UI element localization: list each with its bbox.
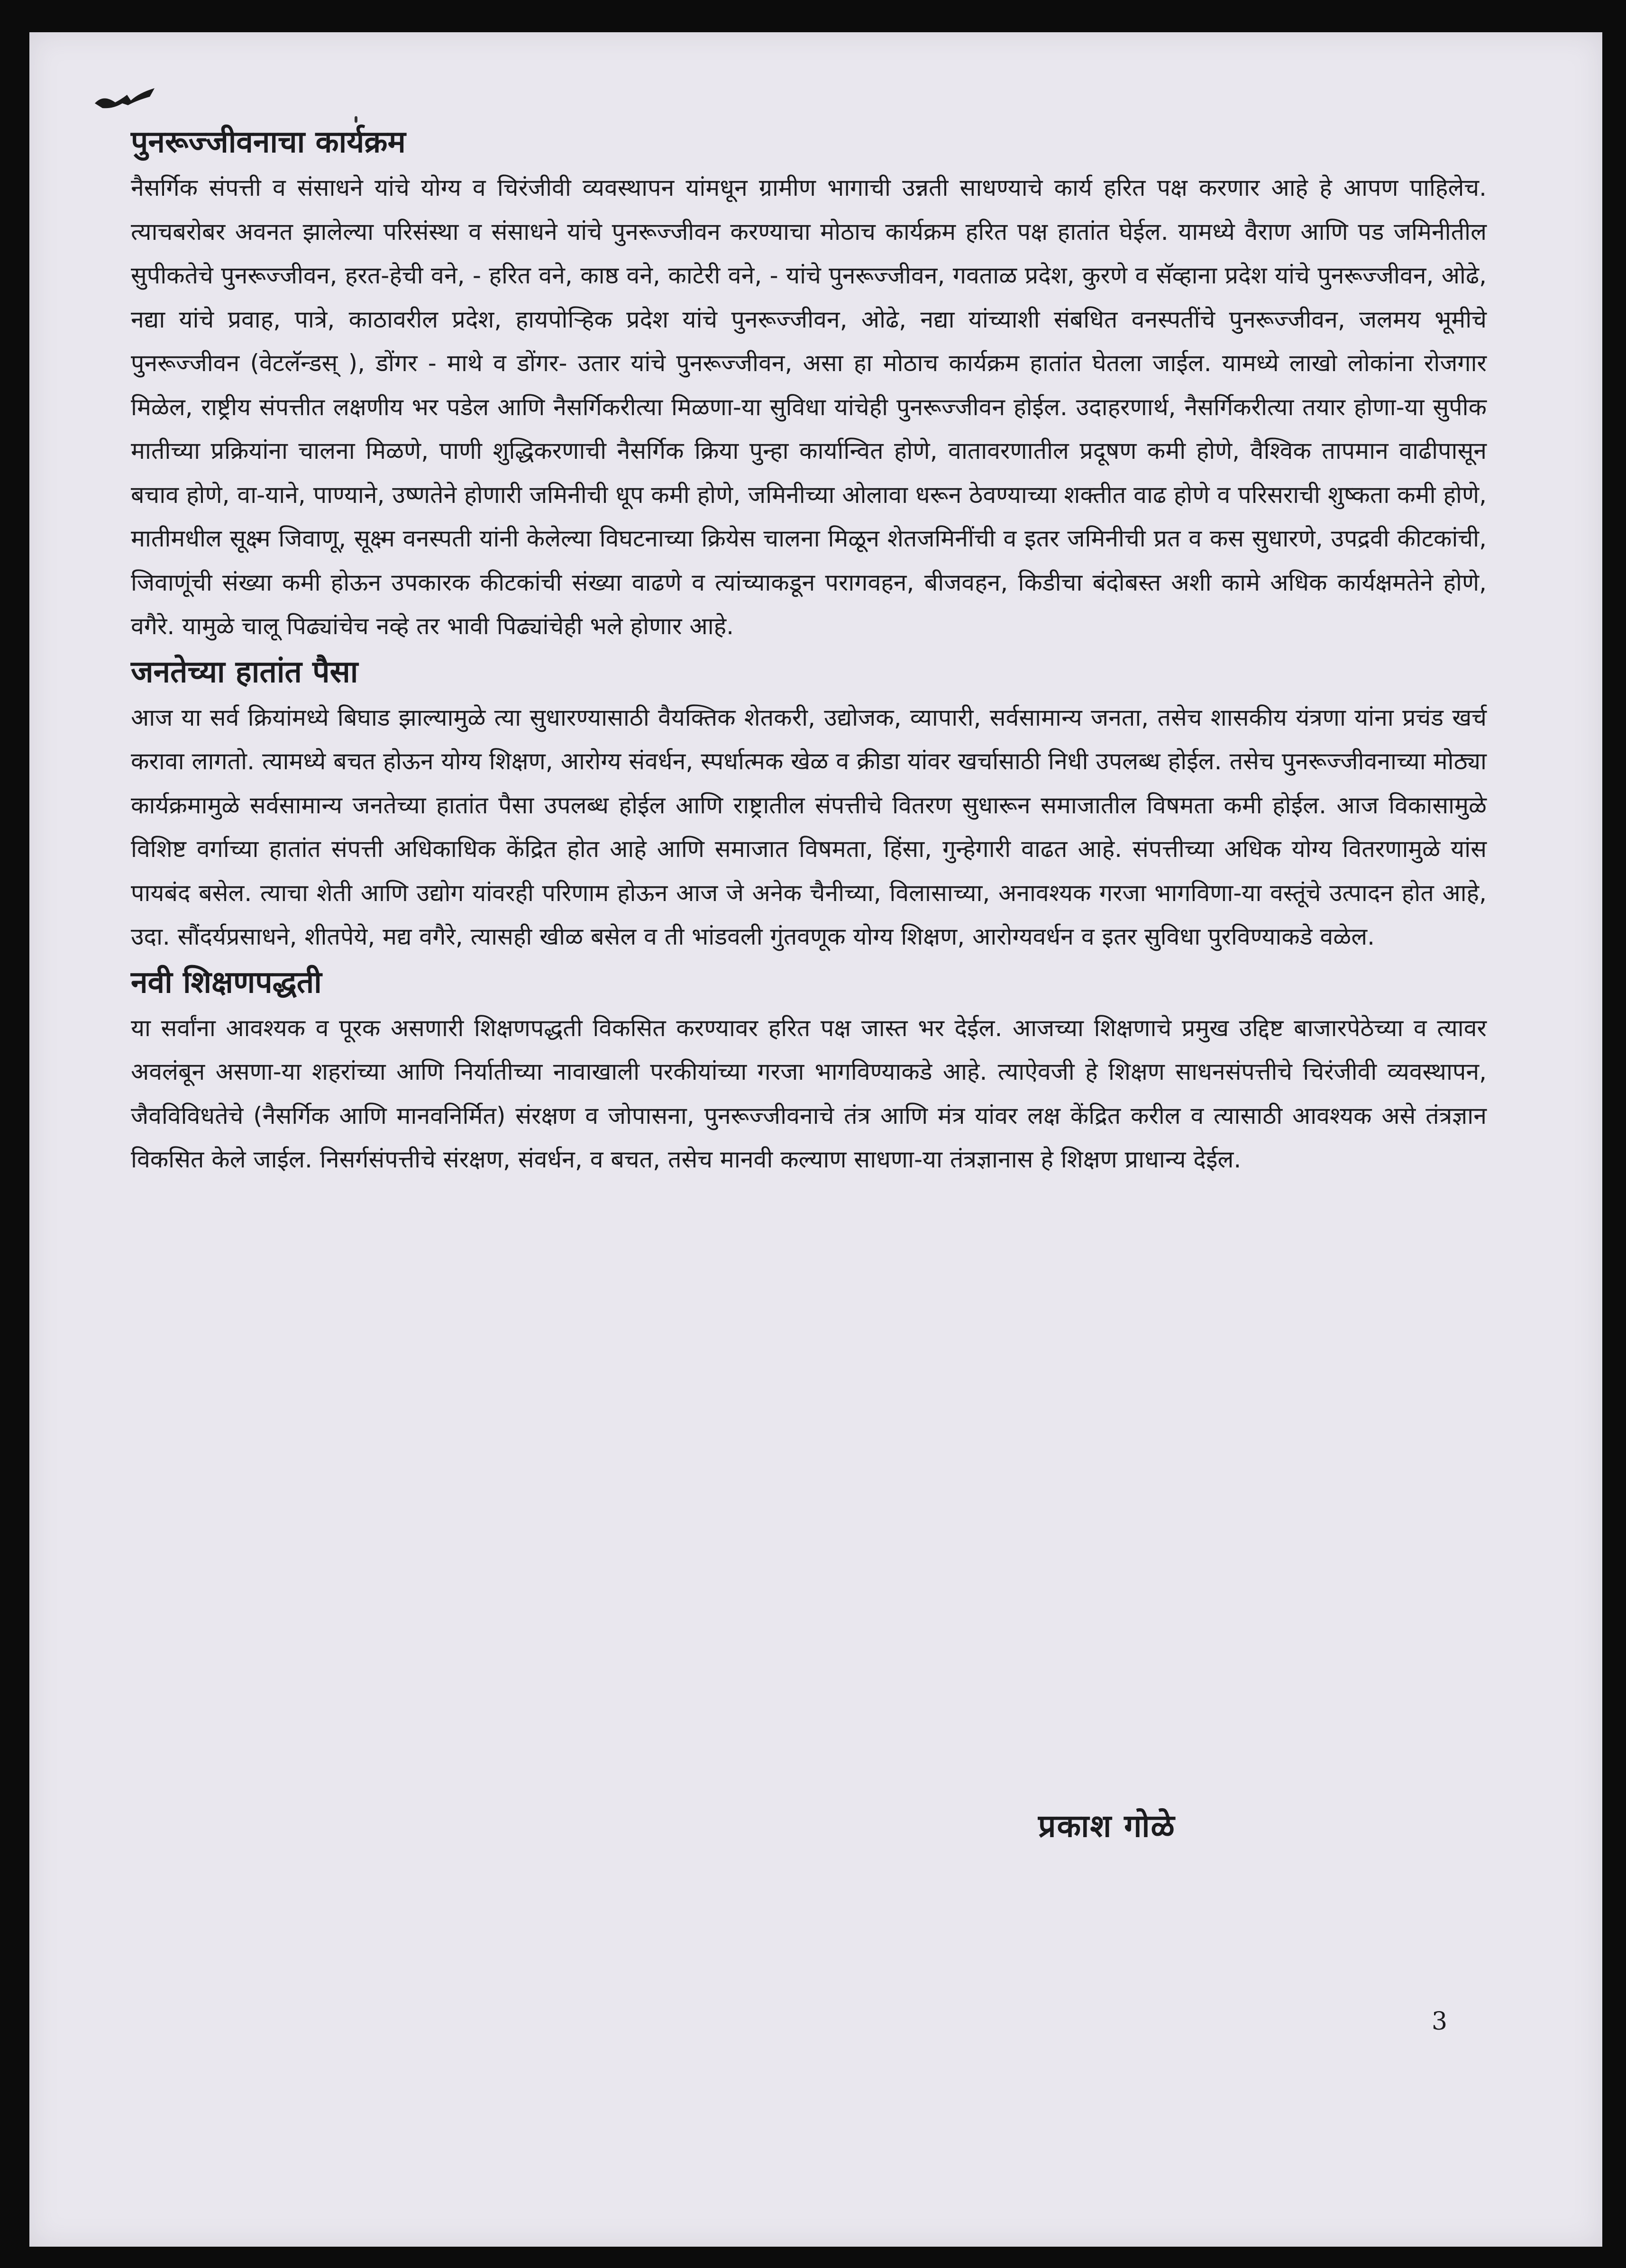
section-paragraph-money-for-people: आज या सर्व क्रियांमध्ये बिघाड झाल्यामुळे त्या सुधारण्यासाठी वैयक्तिक शेतकरी, उद्योजक, व्यापारी, सर्वसामान्य जनता, तसेच शासकीय यंत्रणा यांना प्रचंड खर्च करावा लागतो. त्यामध्ये बचत होऊन योग्य शिक्षण, आरोग्य संवर्धन, स्पर्धात्मक खेळ व क्रीडा यांवर खर्चासाठी निधी उपलब्ध होईल. तसेच पुनरूज्जीवनाच्या मोठ्या कार्यक्रमामुळे सर्वसामान्य जनतेच्या हातांत पैसा उपलब्ध होईल आणि राष्ट्रातील संपत्तीचे वितरण सुधारून समाजातील विषमता कमी होईल. आज विकासामुळे विशिष्ट वर्गाच्या हातांत संपत्ती अधिकाधिक केंद्रित होत आहे आणि समाजात विषमता, हिंसा, गुन्हेगारी वाढत आहे. संपत्तीच्या अधिक योग्य वितरणामुळे यांस पायबंद बसेल. त्याचा शेती आणि उद्योग यांवरही परिणाम होऊन आज जे अनेक चैनीच्या, विलासाच्या, अनावश्यक गरजा भागविणा-या वस्तूंचे उत्पादन होत आहे, उदा. सौंदर्यप्रसाधने, शीतपेये, मद्य वगैरे, त्यासही खीळ बसेल व ती भांडवली गुंतवणूक योग्य शिक्षण, आरोग्यवर्धन व इतर सुविधा पुरविण्याकडे वळेल. — [131, 703, 1487, 950]
section-heading-money-for-people: जनतेच्या हातांत पैसा — [131, 654, 358, 690]
section-heading-revival-program: पुनरूज्जीवनाचा कार्यक्रम — [131, 125, 406, 160]
section-paragraph-new-education: या सर्वांना आवश्यक व पूरक असणारी शिक्षणपद्धती विकसित करण्यावर हरित पक्ष जास्त भर देईल. आजच्या शिक्षणाचे प्रमुख उद्दिष्ट बाजारपेठेच्या व त्यावर अवलंबून असणा-या शहरांच्या आणि निर्यातीच्या नावाखाली परकीयांच्या गरजा भागविण्याकडे आहे. त्याऐवजी हे शिक्षण साधनसंपत्तीचे चिरंजीवी व्यवस्थापन, जैवविविधतेचे (नैसर्गिक आणि मानवनिर्मित) संरक्षण व जोपासना, पुनरूज्जीवनाचे तंत्र आणि मंत्र यांवर लक्ष केंद्रित करील व त्यासाठी आवश्यक असे तंत्रज्ञान विकसित केले जाईल. निसर्गसंपत्तीचे संरक्षण, संवर्धन, व बचत, तसेच मानवी कल्याण साधणा-या तंत्रज्ञानास हे शिक्षण प्राधान्य देईल. — [131, 1014, 1487, 1173]
section-heading-new-education: नवी शिक्षणपद्धती — [131, 965, 322, 1000]
section-paragraph-revival-program: नैसर्गिक संपत्ती व संसाधने यांचे योग्य व चिरंजीवी व्यवस्थापन यांमधून ग्रामीण भागाची उन्नती साधण्याचे कार्य हरित पक्ष करणार आहे हे आपण पाहिलेच. त्याचबरोबर अवनत झालेल्या परिसंस्था व संसाधने यांचे पुनरूज्जीवन करण्याचा मोठाच कार्यक्रम हरित पक्ष हातांत घेईल. यामध्ये वैराण आणि पड जमिनीतील सुपीकतेचे पुनरूज्जीवन, हरत-हेची वने, - हरित वने, काष्ठ वने, काटेरी वने, - यांचे पुनरूज्जीवन, गवताळ प्रदेश, कुरणे व सॅव्हाना प्रदेश यांचे पुनरूज्जीवन, ओढे, नद्या यांचे प्रवाह, पात्रे, काठावरील प्रदेश, हायपोऱ्हिक प्रदेश यांचे पुनरूज्जीवन, ओढे, नद्या यांच्याशी संबधित वनस्पतींचे पुनरूज्जीवन, जलमय भूमीचे पुनरूज्जीवन (वेटलॅन्डस् ), डोंगर - माथे व डोंगर- उतार यांचे पुनरूज्जीवन, असा हा मोठाच कार्यक्रम हातांत घेतला जाईल. यामध्ये लाखो लोकांना रोजगार मिळेल, राष्ट्रीय संपत्तीत लक्षणीय भर पडेल आणि नैसर्गिकरीत्या मिळणा-या सुविधा यांचेही पुनरूज्जीवन होईल. उदाहरणार्थ, नैसर्गिकरीत्या तयार होणा-या सुपीक मातीच्या प्रक्रियांना चालना मिळणे, पाणी शुद्धिकरणाची नैसर्गिक क्रिया पुन्हा कार्यान्वित होणे, वातावरणातील प्रदूषण कमी होणे, वैश्विक तापमान वाढीपासून बचाव होणे, वा-याने, पाण्याने, उष्णतेने होणारी जमिनीची धूप कमी होणे, जमिनीच्या ओलावा धरून ठेवण्याच्या शक्तीत वाढ होणे व परिसराची शुष्कता कमी होणे, मातीमधील सूक्ष्म जिवाणू, सूक्ष्म वनस्पती यांनी केलेल्या विघटनाच्या क्रियेस चालना मिळून शेतजमिनींची व इतर जमिनीची प्रत व कस सुधारणे, उपद्रवी कीटकांची, जिवाणूंची संख्या कमी होऊन उपकारक कीटकांची संख्या वाढणे व त्यांच्याकडून परागवहन, बीजवहन, किडीचा बंदोबस्त अशी कामे अधिक कार्यक्षमतेने होणे, वगैरे. यामुळे चालू पिढ्यांचेच नव्हे तर भावी पिढ्यांचेही भले होणार आहे. — [131, 174, 1487, 640]
page-number: 3 — [1432, 2007, 1448, 2036]
document-body — [131, 118, 1487, 1182]
paper-tear-mark — [94, 84, 155, 111]
author-signature: प्रकाश गोळे — [1038, 1808, 1176, 1844]
